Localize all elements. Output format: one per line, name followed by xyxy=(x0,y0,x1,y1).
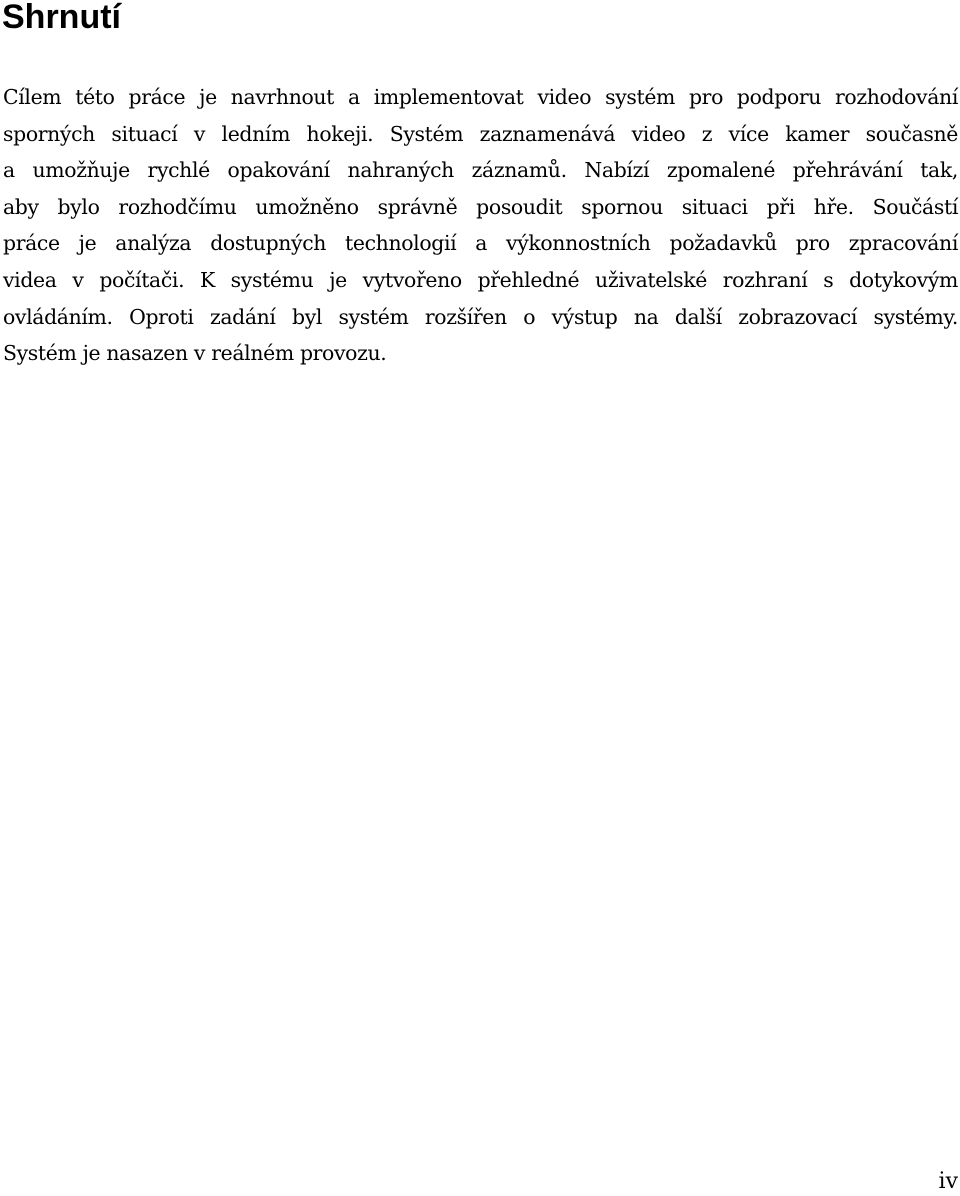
abstract-line: práce je analýza dostupných technologií a výkonnostních požadavků pro zpracování xyxy=(3,231,958,256)
page-number: iv xyxy=(938,1169,958,1194)
abstract-line: Systém je nasazen v reálném provozu. xyxy=(3,341,387,366)
abstract-paragraph xyxy=(3,79,958,372)
abstract-line: aby bylo rozhodčímu umožněno správně posoudit spornou situaci při hře. Součástí xyxy=(3,194,958,219)
page-title: Shrnutí xyxy=(2,0,121,36)
abstract-line: a umožňuje rychlé opakování nahraných záznamů. Nabízí zpomalené přehrávání tak, xyxy=(3,158,958,183)
abstract-line: Cílem této práce je navrhnout a implementovat video systém pro podporu rozhodování xyxy=(3,85,958,109)
abstract-line: sporných situací v ledním hokeji. Systém zaznamenává video z více kamer současně xyxy=(3,121,958,146)
abstract-line: ovládáním. Oproti zadání byl systém rozšířen o výstup na další zobrazovací systémy. xyxy=(3,304,958,329)
abstract-line: videa v počítači. K systému je vytvořeno přehledné uživatelské rozhraní s dotykovým xyxy=(3,267,958,292)
